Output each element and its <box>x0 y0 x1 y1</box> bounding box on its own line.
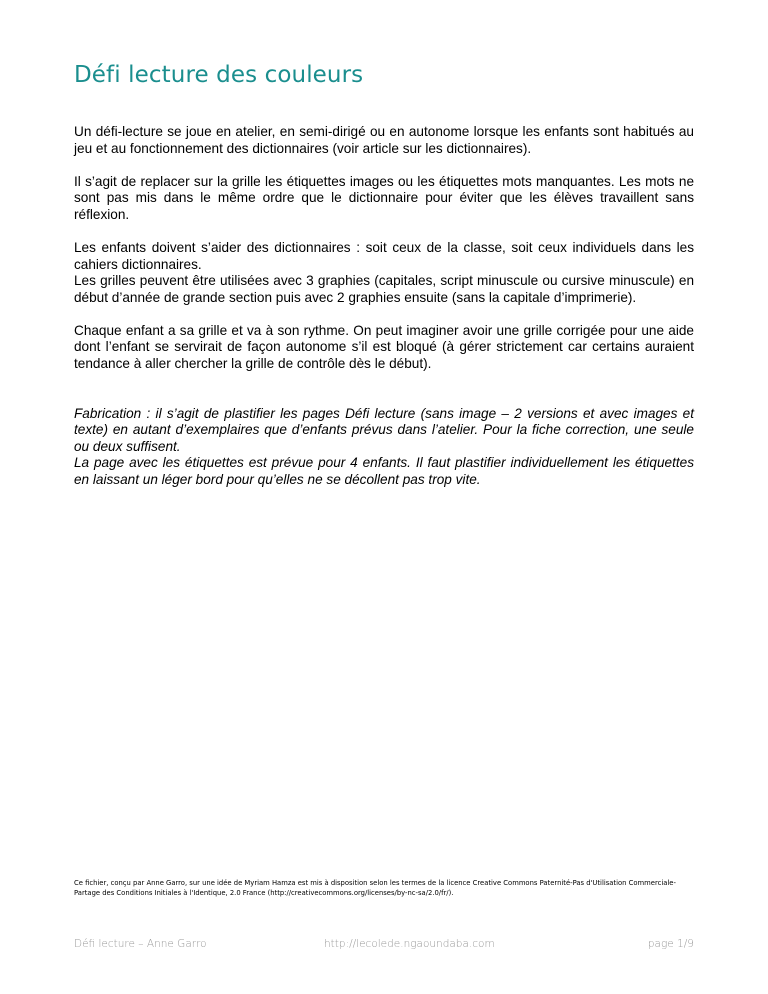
paragraph-graphies: Les grilles peuvent être utilisées avec 3 graphies (capitales, script minuscule ou cursive minuscule) en début d’année de grande section puis avec 2 graphies ensuite (sans la capitale d’imprimerie). <box>74 273 694 305</box>
paragraph-rhythm: Chaque enfant a sa grille et va à son rythme. On peut imaginer avoir une grille corrigée pour une aide dont l’enfant se servirait de façon autonome s’il est bloqué (à gérer strictement car certains auraient tendance à aller chercher la grille de contrôle dès le début). <box>74 322 694 372</box>
footer-page-number: page 1/9 <box>647 938 694 950</box>
paragraph-labels: La page avec les étiquettes est prévue pour 4 enfants. Il faut plastifier individuellement les étiquettes en laissant un léger bord pour qu’elles ne se décollent pas trop vite. <box>74 455 694 487</box>
paragraph-intro: Un défi-lecture se joue en atelier, en semi-dirigé ou en autonome lorsque les enfants sont habitués au jeu et au fonctionnement des dictionnaires (voir article sur les dictionnaires). <box>74 124 694 156</box>
footer-url: http://lecolede.ngaoundaba.com <box>324 938 495 950</box>
footer-author: Défi lecture – Anne Garro <box>74 938 207 950</box>
paragraph-dictionaries: Les enfants doivent s’aider des dictionnaires : soit ceux de la classe, soit ceux individuels dans les cahiers dictionnaires. <box>74 239 694 272</box>
document-body <box>74 124 694 505</box>
paragraph-objective: Il s’agit de replacer sur la grille les étiquettes images ou les étiquettes mots manquantes. Les mots ne sont pas mis dans le même ordre que le dictionnaire pour éviter que les élèves travaillent sans réflexion. <box>74 173 694 222</box>
page-title: Défi lecture des couleurs <box>74 62 364 88</box>
license-notice: Ce fichier, conçu par Anne Garro, sur une idée de Myriam Hamza est mis à disposition selon les termes de la licence Creative Commons Paternité-Pas d'Utilisation Commerciale-Partage des Conditions Initiales à l'Identique, 2.0 France (http://creativecommons.org/licenses/by-nc-sa/2.0/fr/). <box>74 879 676 898</box>
paragraph-fabrication: Fabrication : il s’agit de plastifier les pages Défi lecture (sans image – 2 versions et avec images et texte) en autant d’exemplaires que d’enfants prévus dans l’atelier. Pour la fiche correction, une seule ou deux suffisent. <box>74 405 694 454</box>
